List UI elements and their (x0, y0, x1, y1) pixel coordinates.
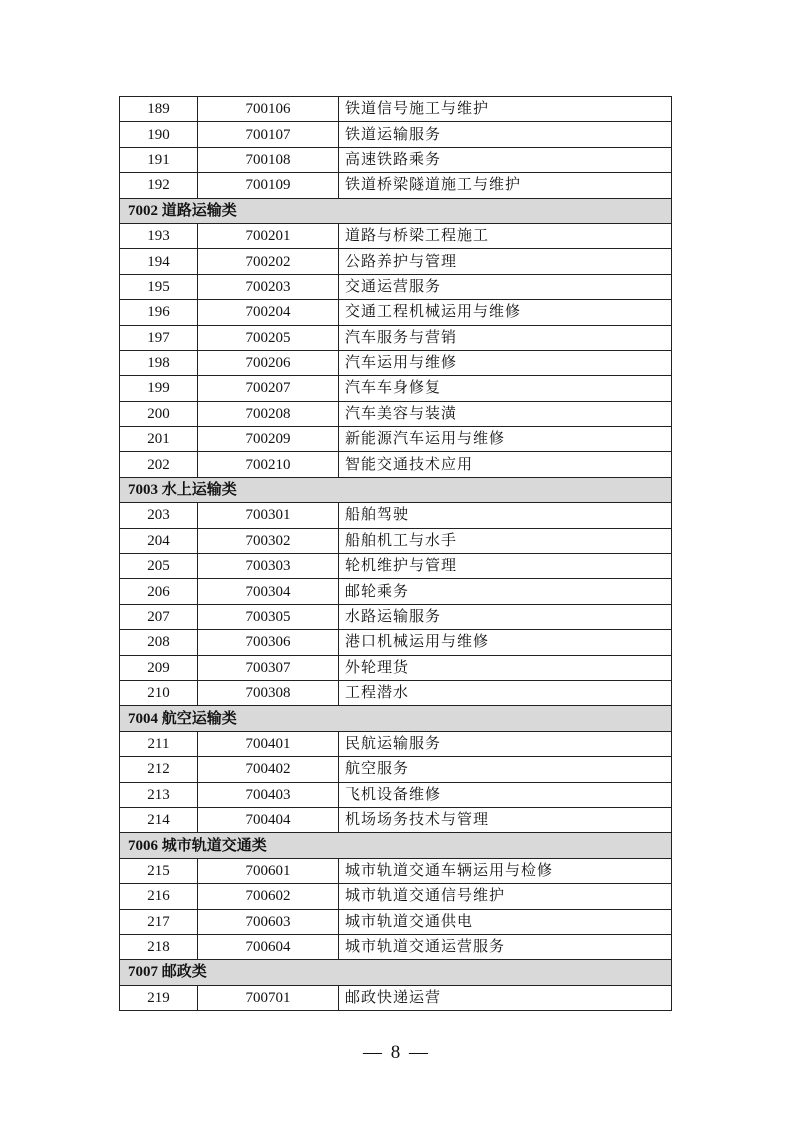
program-name: 智能交通技术应用 (339, 452, 672, 477)
row-number: 215 (120, 858, 198, 883)
table-row (120, 376, 672, 401)
program-code: 700205 (198, 325, 339, 350)
program-name: 道路与桥梁工程施工 (339, 223, 672, 248)
program-name: 高速铁路乘务 (339, 147, 672, 172)
row-number: 198 (120, 350, 198, 375)
program-name: 城市轨道交通信号维护 (339, 884, 672, 909)
program-code: 700209 (198, 427, 339, 452)
program-table-body (120, 97, 672, 1011)
program-name: 城市轨道交通供电 (339, 909, 672, 934)
program-code: 700403 (198, 782, 339, 807)
program-name: 飞机设备维修 (339, 782, 672, 807)
program-name: 邮政快递运营 (339, 985, 672, 1010)
program-code: 700106 (198, 97, 339, 122)
program-name: 汽车服务与营销 (339, 325, 672, 350)
program-name: 交通工程机械运用与维修 (339, 300, 672, 325)
program-name: 航空服务 (339, 757, 672, 782)
table-row (120, 985, 672, 1010)
category-label: 7002 道路运输类 (120, 198, 672, 223)
table-row (120, 604, 672, 629)
table-row (120, 401, 672, 426)
row-number: 189 (120, 97, 198, 122)
program-code: 700601 (198, 858, 339, 883)
program-name: 铁道桥梁隧道施工与维护 (339, 173, 672, 198)
program-code: 700307 (198, 655, 339, 680)
program-code: 700109 (198, 173, 339, 198)
program-code: 700207 (198, 376, 339, 401)
category-label: 7006 城市轨道交通类 (120, 833, 672, 858)
program-code: 700208 (198, 401, 339, 426)
table-row (120, 503, 672, 528)
program-code: 700206 (198, 350, 339, 375)
row-number: 204 (120, 528, 198, 553)
row-number: 194 (120, 249, 198, 274)
table-row (120, 325, 672, 350)
table-row (120, 807, 672, 832)
table-row (120, 350, 672, 375)
row-number: 206 (120, 579, 198, 604)
row-number: 210 (120, 680, 198, 705)
program-name: 铁道信号施工与维护 (339, 97, 672, 122)
row-number: 193 (120, 223, 198, 248)
category-row (120, 706, 672, 731)
program-code: 700604 (198, 934, 339, 959)
program-name: 外轮理货 (339, 655, 672, 680)
program-code: 700701 (198, 985, 339, 1010)
row-number: 192 (120, 173, 198, 198)
category-row (120, 833, 672, 858)
program-name: 水路运输服务 (339, 604, 672, 629)
table-row (120, 731, 672, 756)
program-code: 700201 (198, 223, 339, 248)
category-label: 7007 邮政类 (120, 960, 672, 985)
row-number: 191 (120, 147, 198, 172)
table-row (120, 884, 672, 909)
program-code: 700302 (198, 528, 339, 553)
row-number: 207 (120, 604, 198, 629)
program-name: 公路养护与管理 (339, 249, 672, 274)
row-number: 195 (120, 274, 198, 299)
row-number: 217 (120, 909, 198, 934)
row-number: 199 (120, 376, 198, 401)
program-name: 邮轮乘务 (339, 579, 672, 604)
category-row (120, 477, 672, 502)
row-number: 211 (120, 731, 198, 756)
program-name: 交通运营服务 (339, 274, 672, 299)
table-row (120, 909, 672, 934)
category-label: 7004 航空运输类 (120, 706, 672, 731)
program-table (119, 96, 672, 1011)
program-name: 城市轨道交通车辆运用与检修 (339, 858, 672, 883)
row-number: 213 (120, 782, 198, 807)
table-row (120, 782, 672, 807)
program-code: 700304 (198, 579, 339, 604)
program-code: 700204 (198, 300, 339, 325)
program-code: 700107 (198, 122, 339, 147)
program-code: 700202 (198, 249, 339, 274)
program-name: 汽车车身修复 (339, 376, 672, 401)
program-name: 船舶驾驶 (339, 503, 672, 528)
table-row (120, 528, 672, 553)
program-code: 700402 (198, 757, 339, 782)
table-row (120, 274, 672, 299)
row-number: 209 (120, 655, 198, 680)
program-code: 700305 (198, 604, 339, 629)
row-number: 219 (120, 985, 198, 1010)
program-name: 新能源汽车运用与维修 (339, 427, 672, 452)
row-number: 212 (120, 757, 198, 782)
program-code: 700404 (198, 807, 339, 832)
row-number: 216 (120, 884, 198, 909)
program-code: 700301 (198, 503, 339, 528)
table-row (120, 300, 672, 325)
row-number: 208 (120, 630, 198, 655)
table-row (120, 97, 672, 122)
program-name: 船舶机工与水手 (339, 528, 672, 553)
program-code: 700401 (198, 731, 339, 756)
table-row (120, 630, 672, 655)
row-number: 218 (120, 934, 198, 959)
table-row (120, 452, 672, 477)
row-number: 201 (120, 427, 198, 452)
program-code: 700303 (198, 554, 339, 579)
row-number: 197 (120, 325, 198, 350)
program-code: 700210 (198, 452, 339, 477)
program-name: 轮机维护与管理 (339, 554, 672, 579)
category-row (120, 198, 672, 223)
program-code: 700308 (198, 680, 339, 705)
table-row (120, 579, 672, 604)
row-number: 214 (120, 807, 198, 832)
table-row (120, 173, 672, 198)
table-row (120, 249, 672, 274)
table-row (120, 934, 672, 959)
row-number: 203 (120, 503, 198, 528)
category-label: 7003 水上运输类 (120, 477, 672, 502)
program-name: 民航运输服务 (339, 731, 672, 756)
table-row (120, 122, 672, 147)
table-row (120, 757, 672, 782)
table-row (120, 223, 672, 248)
program-name: 工程潜水 (339, 680, 672, 705)
row-number: 200 (120, 401, 198, 426)
table-row (120, 858, 672, 883)
program-code: 700108 (198, 147, 339, 172)
program-name: 机场场务技术与管理 (339, 807, 672, 832)
row-number: 190 (120, 122, 198, 147)
row-number: 196 (120, 300, 198, 325)
row-number: 202 (120, 452, 198, 477)
category-row (120, 960, 672, 985)
program-name: 汽车运用与维修 (339, 350, 672, 375)
table-row (120, 427, 672, 452)
program-code: 700602 (198, 884, 339, 909)
program-code: 700603 (198, 909, 339, 934)
page-number: — 8 — (363, 1042, 430, 1063)
program-name: 铁道运输服务 (339, 122, 672, 147)
program-name: 汽车美容与装潢 (339, 401, 672, 426)
program-name: 城市轨道交通运营服务 (339, 934, 672, 959)
table-row (120, 147, 672, 172)
table-row (120, 680, 672, 705)
row-number: 205 (120, 554, 198, 579)
program-name: 港口机械运用与维修 (339, 630, 672, 655)
table-row (120, 554, 672, 579)
table-row (120, 655, 672, 680)
program-code: 700203 (198, 274, 339, 299)
program-code: 700306 (198, 630, 339, 655)
